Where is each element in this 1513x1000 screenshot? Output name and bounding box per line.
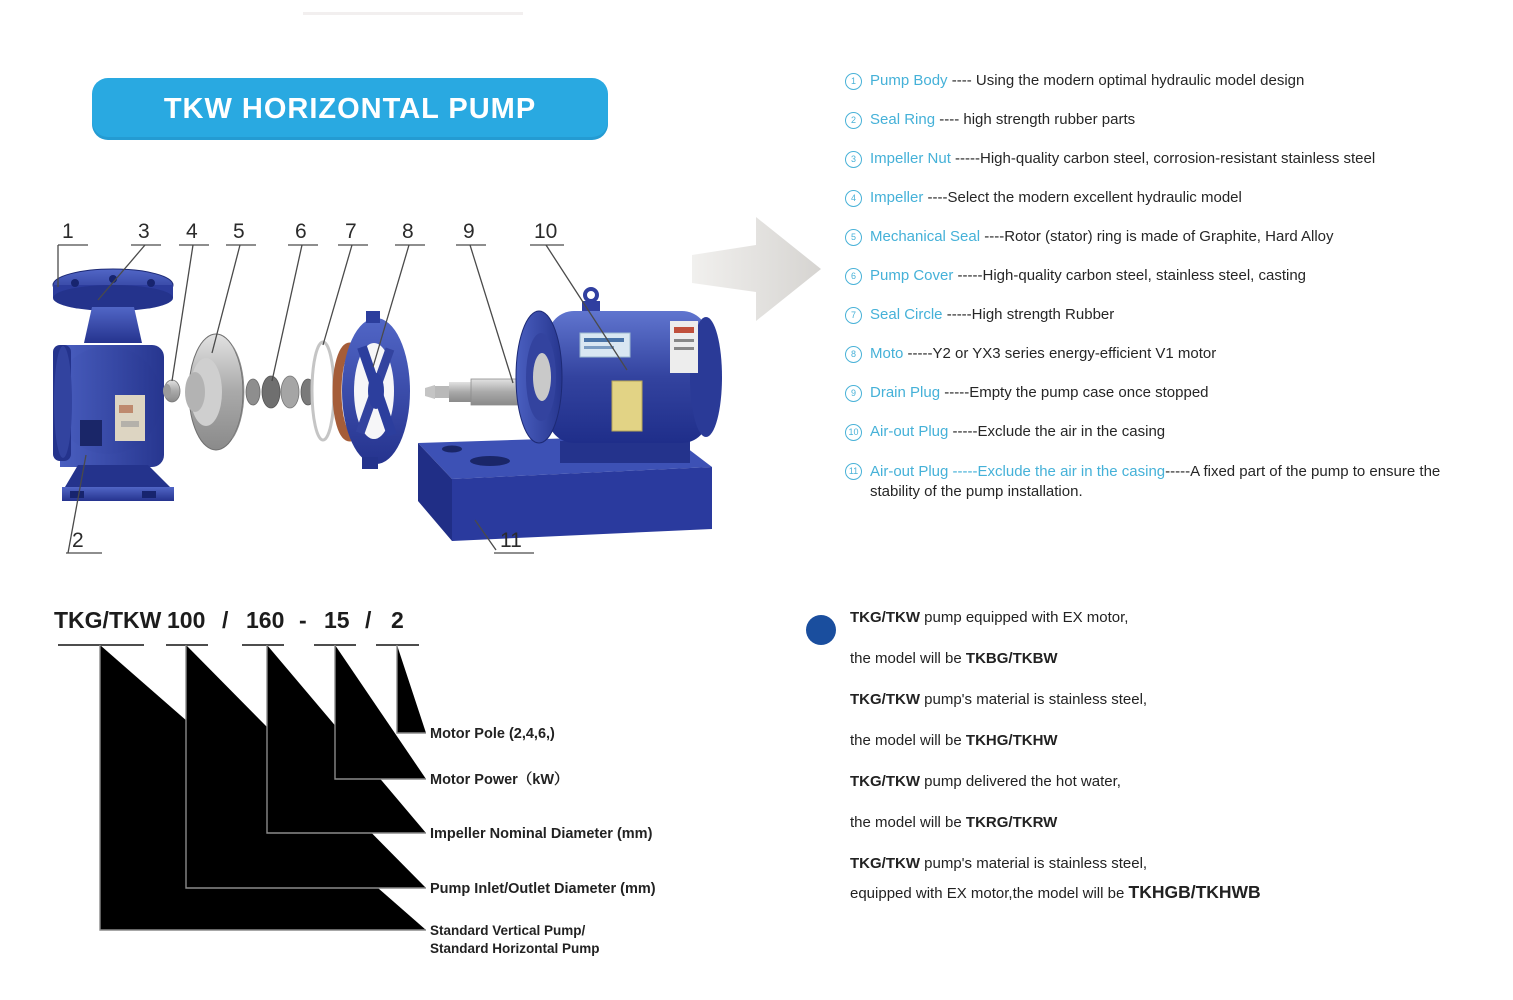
part-name: Moto — [870, 345, 904, 362]
part-number-badge: 8 — [845, 346, 862, 363]
label-motor-power: Motor Power（kW） — [430, 772, 569, 788]
callout-8: 8 — [402, 220, 414, 243]
callout-4: 4 — [186, 220, 198, 243]
callout-5: 5 — [233, 220, 245, 243]
part-name: Air-out Plug — [870, 423, 949, 440]
part-name: Impeller — [870, 189, 924, 206]
part-number-badge: 1 — [845, 73, 862, 90]
label-series-1: Standard Vertical Pump/ — [430, 923, 586, 938]
part-name: Pump Cover — [870, 267, 954, 284]
part-desc: ---- Using the modern optimal hydraulic model design — [947, 72, 1305, 89]
scan-artifact-line — [303, 12, 523, 15]
page-title-banner — [92, 78, 608, 140]
motor-shape — [516, 289, 722, 463]
label-motor-pole: Motor Pole (2,4,6,) — [430, 726, 555, 742]
part-name: Pump Body — [870, 72, 948, 89]
pump-body-shape — [53, 269, 174, 501]
transition-arrow-icon — [692, 217, 821, 321]
part-desc: ----Select the modern excellent hydraulic model — [923, 189, 1242, 206]
model-slash1: / — [222, 607, 229, 633]
model-series: TKG/TKW — [54, 607, 162, 633]
part-number-badge: 7 — [845, 307, 862, 324]
parts-list-item — [845, 345, 1507, 363]
note-line: TKG/TKW pump equipped with EX motor, — [850, 609, 1129, 626]
parts-list-item — [845, 150, 1507, 168]
parts-list-item — [845, 423, 1507, 441]
parts-list-item — [845, 462, 1493, 502]
callout-7: 7 — [345, 220, 357, 243]
part-desc: -----High-quality carbon steel, stainless steel, casting — [953, 267, 1307, 284]
mechanical-seal-shape — [246, 376, 315, 408]
note-line: the model will be TKHG/TKHW — [850, 732, 1058, 749]
note-line: TKG/TKW pump's material is stainless steel, — [850, 691, 1148, 708]
part-desc: -----Empty the pump case once stopped — [940, 384, 1209, 401]
part-name: Impeller Nut — [870, 150, 951, 167]
model-pole: 2 — [391, 607, 404, 633]
model-power: 15 — [324, 607, 350, 633]
part-number-badge: 11 — [845, 463, 862, 480]
callout-1: 1 — [62, 220, 74, 243]
model-inlet: 100 — [167, 607, 206, 633]
part-desc: ---- high strength rubber parts — [935, 111, 1136, 128]
part-number-badge: 6 — [845, 268, 862, 285]
part-name: Seal Circle — [870, 306, 943, 323]
page-title: TKW HORIZONTAL PUMP — [163, 92, 537, 125]
part-number-badge: 9 — [845, 385, 862, 402]
note-line: TKG/TKW pump's material is stainless steel, — [850, 855, 1148, 872]
pump-exploded-diagram — [20, 195, 830, 585]
callout-10: 10 — [534, 220, 558, 243]
model-variant-notes — [806, 608, 1486, 925]
note-line: TKG/TKW pump delivered the hot water, — [850, 773, 1121, 790]
model-slash2: / — [365, 607, 372, 633]
callout-6: 6 — [295, 220, 307, 243]
part-desc: -----A fixed part of the pump to ensure the stability of the pump installation. — [870, 463, 1441, 500]
part-desc: -----High strength Rubber — [942, 306, 1115, 323]
callout-3: 3 — [138, 220, 150, 243]
motor-shaft-shape — [425, 379, 523, 405]
parts-list-item — [845, 267, 1507, 285]
parts-list-item — [845, 111, 1507, 129]
label-series-2: Standard Horizontal Pump — [430, 941, 600, 956]
seal-circle-shape — [312, 342, 334, 440]
part-desc: -----Y2 or YX3 series energy-efficient V1 motor — [903, 345, 1217, 362]
part-number-badge: 2 — [845, 112, 862, 129]
callout-9: 9 — [463, 220, 475, 243]
part-number-badge: 5 — [845, 229, 862, 246]
part-name: Air-out Plug -----Exclude the air in the casing — [870, 463, 1166, 480]
model-connector-lines — [100, 645, 426, 930]
part-number-badge: 4 — [845, 190, 862, 207]
parts-list-item — [845, 306, 1507, 324]
parts-list-item — [845, 228, 1507, 246]
label-inlet-diam: Pump Inlet/Outlet Diameter (mm) — [430, 881, 656, 897]
parts-list-item — [845, 72, 1507, 90]
callout-11: 11 — [500, 529, 522, 552]
note-line: the model will be TKRG/TKRW — [850, 814, 1058, 831]
model-dash: - — [299, 607, 307, 633]
impeller-nut-shape — [163, 380, 180, 402]
impeller-shape — [185, 334, 244, 450]
note-bullet-icon — [806, 615, 836, 645]
pump-cover-shape — [337, 311, 410, 469]
part-number-badge: 3 — [845, 151, 862, 168]
part-name: Seal Ring — [870, 111, 936, 128]
label-impeller-diam: Impeller Nominal Diameter (mm) — [430, 826, 653, 842]
part-desc: -----Exclude the air in the casing — [948, 423, 1166, 440]
note-line: equipped with EX motor,the model will be TKHGB/TKHWB — [850, 882, 1261, 902]
callout-2: 2 — [72, 529, 84, 552]
part-number-badge: 10 — [845, 424, 862, 441]
parts-list-item — [845, 384, 1507, 402]
part-desc: ----Rotor (stator) ring is made of Graphite, Hard Alloy — [980, 228, 1334, 245]
model-code-diagram — [40, 595, 700, 980]
part-name: Mechanical Seal — [870, 228, 981, 245]
part-name: Drain Plug — [870, 384, 941, 401]
part-desc: -----High-quality carbon steel, corrosion-resistant stainless steel — [950, 150, 1376, 167]
parts-list — [845, 72, 1507, 502]
parts-list-item — [845, 189, 1507, 207]
note-line: the model will be TKBG/TKBW — [850, 650, 1058, 667]
model-impeller: 160 — [246, 607, 285, 633]
